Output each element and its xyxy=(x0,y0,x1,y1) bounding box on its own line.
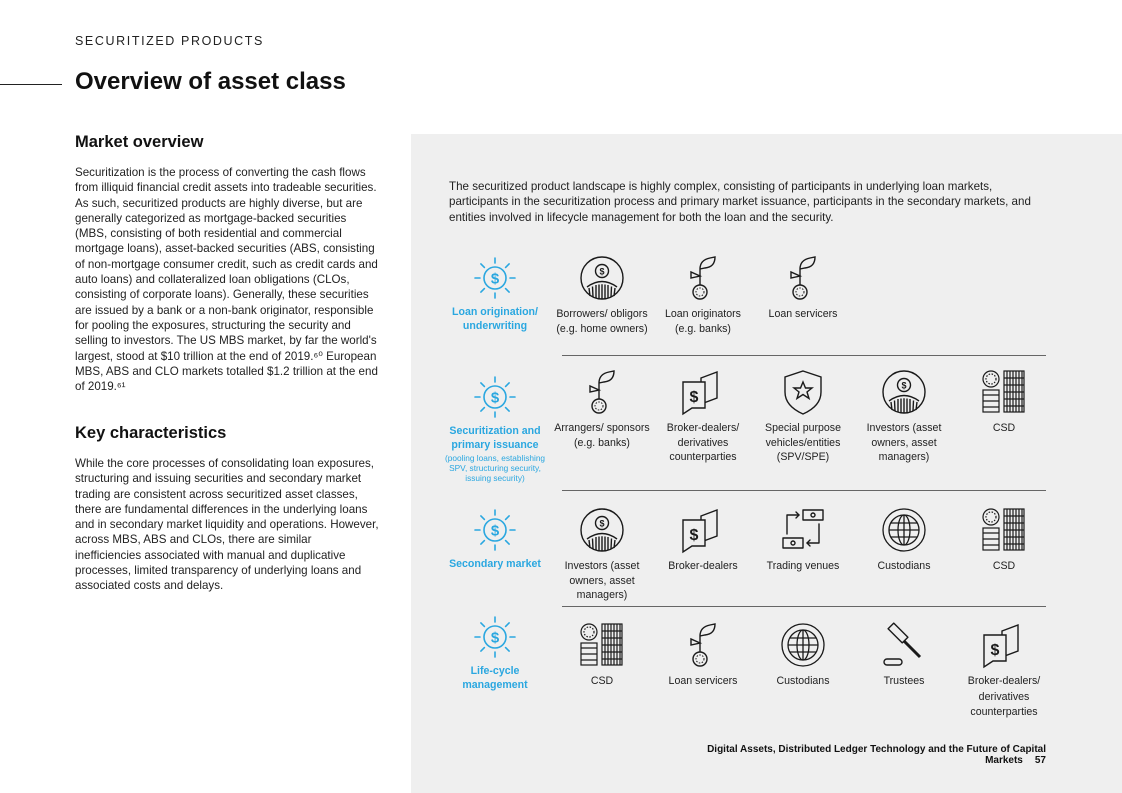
coin-hand-icon xyxy=(578,254,626,302)
dollar-sun-icon xyxy=(473,615,517,659)
sprout-icon xyxy=(779,254,827,302)
participant-spv xyxy=(753,368,853,465)
participant-trustees xyxy=(854,621,954,689)
participant-label: Borrowers/ obligors (e.g. home owners) xyxy=(556,308,648,335)
participant-investors xyxy=(854,368,954,465)
participant-broker-dealers xyxy=(653,506,753,574)
participant-loan-servicers xyxy=(653,621,753,689)
participant-custodians xyxy=(753,621,853,689)
participant-trading-venues xyxy=(753,506,853,574)
page-title: Overview of asset class xyxy=(75,68,346,95)
category-label: Securitization and primary issuance xyxy=(449,425,541,451)
globe-icon xyxy=(880,506,928,554)
document-dollar-icon xyxy=(980,621,1028,669)
participant-csd xyxy=(954,506,1054,574)
document-dollar-icon xyxy=(679,368,727,416)
participant-csd xyxy=(552,621,652,689)
coin-hand-icon xyxy=(578,506,626,554)
participant-loan-originators xyxy=(653,254,753,336)
category-label: Loan origination/ underwriting xyxy=(452,306,538,332)
globe-icon xyxy=(779,621,827,669)
coin-stacks-icon xyxy=(980,368,1028,416)
key-characteristics-text: While the core processes of consolidating loan exposures, structuring and issuing securities and secondary market trading are consistent across securitized asset classes, there are fundamental differences in the underlying loans and in secondary market liquidity and operations. However, across MBS, ABS and CLOs, there are similar inefficiencies associated with manual and duplicative processes, limited transparency of underlying loans and associated costs and delays. xyxy=(75,457,379,593)
market-overview-heading: Market overview xyxy=(75,133,204,151)
gavel-icon xyxy=(880,621,928,669)
landscape-intro: The securitized product landscape is highly complex, consisting of participants in underlying loan markets, participants in the securitization process and primary market issuance, participants in the secondary markets, and entities involved in lifecycle management for both the loan and the security. xyxy=(449,180,1031,224)
participant-label: Special purpose vehicles/entities (SPV/SPE) xyxy=(765,422,841,463)
dollar-sun-icon xyxy=(473,508,517,552)
coin-stacks-icon xyxy=(578,621,626,669)
participant-investors xyxy=(552,506,652,603)
participant-label: Loan originators (e.g. banks) xyxy=(665,308,741,335)
participant-custodians xyxy=(854,506,954,574)
row-divider xyxy=(562,606,1046,607)
sprout-icon xyxy=(679,254,727,302)
participant-label: CSD xyxy=(992,560,1016,572)
participant-broker-dealers-derivatives xyxy=(653,368,753,465)
shield-star-icon xyxy=(779,368,827,416)
category-lifecycle-management xyxy=(440,615,550,692)
participant-broker-dealers-derivatives xyxy=(954,621,1054,721)
participant-label: Broker-dealers/ derivatives counterparties xyxy=(967,675,1041,718)
participant-label: CSD xyxy=(992,422,1016,434)
dollar-sun-icon xyxy=(473,256,517,300)
participant-label: Loan servicers xyxy=(768,308,838,320)
category-securitization xyxy=(440,375,550,483)
coin-hand-icon xyxy=(880,368,928,416)
key-characteristics-heading: Key characteristics xyxy=(75,424,227,442)
category-loan-origination xyxy=(440,256,550,333)
participant-label: Broker-dealers xyxy=(668,560,738,572)
report-title: Digital Assets, Distributed Ledger Technology and the Future of Capital Markets xyxy=(707,744,1046,766)
participant-label: Investors (asset owners, asset managers) xyxy=(564,560,640,601)
participant-label: Loan servicers xyxy=(668,675,738,687)
participant-borrowers xyxy=(552,254,652,336)
exchange-arrows-icon xyxy=(779,506,827,554)
page-footer xyxy=(654,744,1046,766)
market-overview-text: Securitization is the process of converting the cash flows from illiquid financial credit assets into tradeable securities. As such, securitized products are highly diverse, but are generally categorized as mortgage-backed securities (MBS, consisting of both residential and commercial mortgage loans), asset-backed securities (ABS, consisting of non-mortgage consumer credit, such as credit cards and auto loans) and collateralized loan obligations (CLOs, consisting of corporate loans). Generally, these securities are issued by a bank or a non-bank originator, responsible for pooling the exposures, structuring the security and selling to investors. The US MBS market, by far the world's largest, stood at $10 trillion at the end of 2019.⁶⁰ European MBS, ABS and CLO markets totalled $1.2 trillion at the end of 2019.⁶¹ xyxy=(75,166,378,394)
participant-label: CSD xyxy=(590,675,614,687)
document-dollar-icon xyxy=(679,506,727,554)
page-number: 57 xyxy=(1034,755,1046,766)
sprout-icon xyxy=(578,368,626,416)
participant-label: Investors (asset owners, asset managers) xyxy=(866,422,942,463)
participant-label: Trustees xyxy=(883,675,925,687)
participant-label: Broker-dealers/ derivatives counterparties xyxy=(666,422,740,463)
row-divider xyxy=(562,490,1046,491)
coin-stacks-icon xyxy=(980,506,1028,554)
dollar-sun-icon xyxy=(473,375,517,419)
category-secondary-market xyxy=(440,508,550,571)
row-divider xyxy=(562,355,1046,356)
participant-csd xyxy=(954,368,1054,436)
participant-label: Arrangers/ sponsors (e.g. banks) xyxy=(554,422,650,449)
participant-loan-servicers xyxy=(753,254,853,322)
category-sublabel: (pooling loans, establishing SPV, structuring security, issuing security) xyxy=(444,453,546,483)
participant-label: Custodians xyxy=(776,675,830,687)
category-label: Secondary market xyxy=(449,558,541,570)
participant-label: Custodians xyxy=(877,560,931,572)
section-kicker: SECURITIZED PRODUCTS xyxy=(75,34,264,48)
category-label: Life-cycle management xyxy=(462,665,528,691)
participant-label: Trading venues xyxy=(766,560,840,572)
landscape-panel xyxy=(411,134,1122,793)
sprout-icon xyxy=(679,621,727,669)
title-rule xyxy=(0,84,62,85)
participant-arrangers xyxy=(552,368,652,450)
